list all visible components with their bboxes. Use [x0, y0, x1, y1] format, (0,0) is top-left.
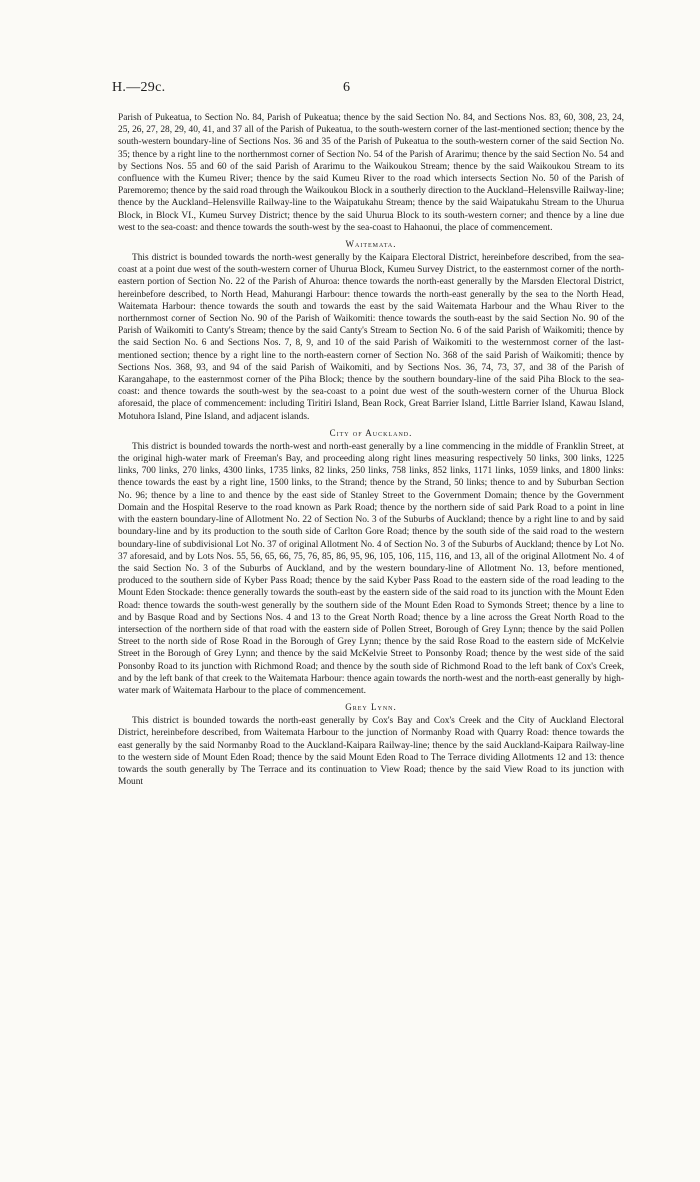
section-heading-grey-lynn: Grey Lynn.: [345, 702, 397, 713]
continuation-paragraph: Parish of Pukeatua, to Section No. 84, Parish of Pukeatua; thence by the said Section No. 84, and Sections Nos. 83, 60, 308, 23, 24, 25, 26, 27, 28, 29, 40, 41, and 37 all of the Parish of Pukeatua, to the south-western corner of the last-mentioned section; thence by the south-western boundary-line of Sections Nos. 36 and 35 of the Parish of Pukeatua to the south-western corner of the said Section No. 35; thence by a right line to the northernmost corner of Section No. 54 of the Parish of Ararimu; thence by the said Section No. 54 and by Sections Nos. 55 and 60 of the said Parish of Ararimu to the Waikoukou Stream; thence by the said Waikoukou Stream to its confluence with the Kumeu River; thence by the said Kumeu River to the road which intersects Section No. 50 of the Parish of Paremoremo; thence by the said road through the Waikoukou Block in a southerly direction to the Auckland–Helensville Railway-line; thence by the Auckland–Helensville Railway-line to the Waipatukahu Stream; thence by the said Waipatukahu Stream to the Uhurua Block, in Block VI., Kumeu Survey District; thence by the said Uhurua Block to its south-western corner; and thence by a line due west to the sea-coast: and thence towards the south-west by the sea-coast to Hahaonui, the place of commencement.: [118, 113, 624, 233]
page-header: [112, 0, 624, 112]
document-page: [112, 0, 624, 788]
section-heading-waitemata: Waitemata.: [345, 239, 397, 250]
grey-lynn-paragraph: This district is bounded towards the north-east generally by Cox's Bay and Cox's Creek and the City of Auckland Electoral District, hereinbefore described, from Waitemata Harbour to the junction of Normanby Road with Quarry Road: thence towards the east generally by the said Normanby Road to the Auckland-Kaipara Railway-line; thence by the said Auckland-Kaipara Railway-line to the western side of Mount Eden Road; thence by the said Mount Eden Road to The Terrace dividing Allotments 12 and 13: thence towards the south generally by The Terrace and its continuation to View Road; thence by the said View Road to its junction with Mount: [118, 716, 624, 788]
waitemata-paragraph: This district is bounded towards the north-west generally by the Kaipara Electoral District, hereinbefore described, from the sea-coast at a point due west of the south-western corner of Uhurua Block, Kumeu Survey District, to the easternmost corner of the north-eastern portion of Section No. 22 of the Parish of Ahuroa: thence towards the north-east generally by the Marsden Electoral District, hereinbefore described, to North Head, Mahurangi Harbour: thence towards the north-east generally by the sea to the North Head, Waitemata Harbour: thence towards the south and towards the east by the said Waitemata Harbour and the Whau River to the northernmost corner of Section No. 90 of the Parish of Waikomiti: thence towards the south-east by the said Section No. 90 of the Parish of Waikomiti to Canty's Stream; thence by the said Canty's Stream to Section No. 6 of the said Parish of Waikomiti; thence by the said Section No. 6 and Sections Nos. 7, 8, 9, and 10 of the said Parish of Waikomiti to the westernmost corner of the last-mentioned section; thence by a right line to the north-eastern corner of Section No. 368 of the said Parish of Waikomiti; thence by Sections Nos. 368, 93, and 94 of the said Parish of Waikomiti, and by Sections Nos. 36, 74, 73, 37, and 38 of the Parish of Karangahape, to the easternmost corner of the Piha Block; thence by the southern boundary-line of the said Piha Block to the sea-coast: and thence towards the south-west by the sea-coast to a point due west of the south-western corner of the Uhurua Block aforesaid, the place of commencement: including Tiritiri Island, Bean Rock, Great Barrier Island, Little Barrier Island, Kawau Island, Motuhora Island, Pine Island, and adjacent islands.: [118, 253, 624, 422]
page-number: 6: [343, 80, 350, 95]
city-of-auckland-paragraph: This district is bounded towards the north-west and north-east generally by a line commencing in the middle of Franklin Street, at the original high-water mark of Freeman's Bay, and proceeding along right lines measuring respectively 50 links, 300 links, 1225 links, 700 links, 270 links, 4300 links, 1735 links, 82 links, 250 links, 758 links, 852 links, 1171 links, 1059 links, and 1800 links: thence towards the east by a right line, 1500 links, to the Strand; thence by the Strand, 50 links; thence to and by Suburban Section No. 96; thence by a line to and thence by the east side of Stanley Street to the Government Domain; thence by the Government Domain and the Hospital Reserve to the road known as Park Road; thence by the northern side of said Park Road to a point in line with the eastern boundary-line of Allotment No. 22 of Section No. 3 of the Suburbs of Auckland; thence by a right line to and by said boundary-line and by its production to the south side of Carlton Gore Road; thence by the south side of the said road to the western boundary-line of subdivisional Lot No. 37 of original Allotment No. 4 of Section No. 3 of the Suburbs of Auckland; thence by Lot No. 37 aforesaid, and by Lots Nos. 55, 56, 65, 66, 75, 76, 85, 86, 95, 96, 105, 106, 115, 116, and 13, all of the original Allotment No. 4 of the said Section No. 3 of the Suburbs of Auckland, and by the western boundary-line of Allotment No. 13, before mentioned, produced to the southern side of Kyber Pass Road; thence by the said Kyber Pass Road to the eastern side of the road leading to the Mount Eden Stockade: thence generally towards the south-east by the eastern side of the said road to its junction with the Mount Eden Road: thence towards the south-west generally by the southern side of the Mount Eden Road to Symonds Street; thence by a line to and by Basque Road and by Sections Nos. 4 and 13 to the Great North Road; thence by a line across the Great North Road to the intersection of the northern side of that road with the eastern side of Pollen Street, Borough of Grey Lynn; thence by the said Pollen Street to the north side of Rose Road in the Borough of Grey Lynn; thence by the said Rose Road to the eastern side of McKelvie Street in the Borough of Grey Lynn; and thence by the said McKelvie Street to Ponsonby Road; thence by the west side of the said Ponsonby Road to its junction with Richmond Road; and thence by the south side of Richmond Road to the left bank of Cox's Creek, and by the left bank of that creek to the Waitemata Harbour: thence again towards the north-west and the north-east generally by high-water mark of Waitemata Harbour to the place of commencement.: [118, 441, 624, 696]
section-heading-city-of-auckland: City of Auckland.: [329, 427, 413, 438]
document-reference: H.—29c.: [112, 80, 166, 95]
